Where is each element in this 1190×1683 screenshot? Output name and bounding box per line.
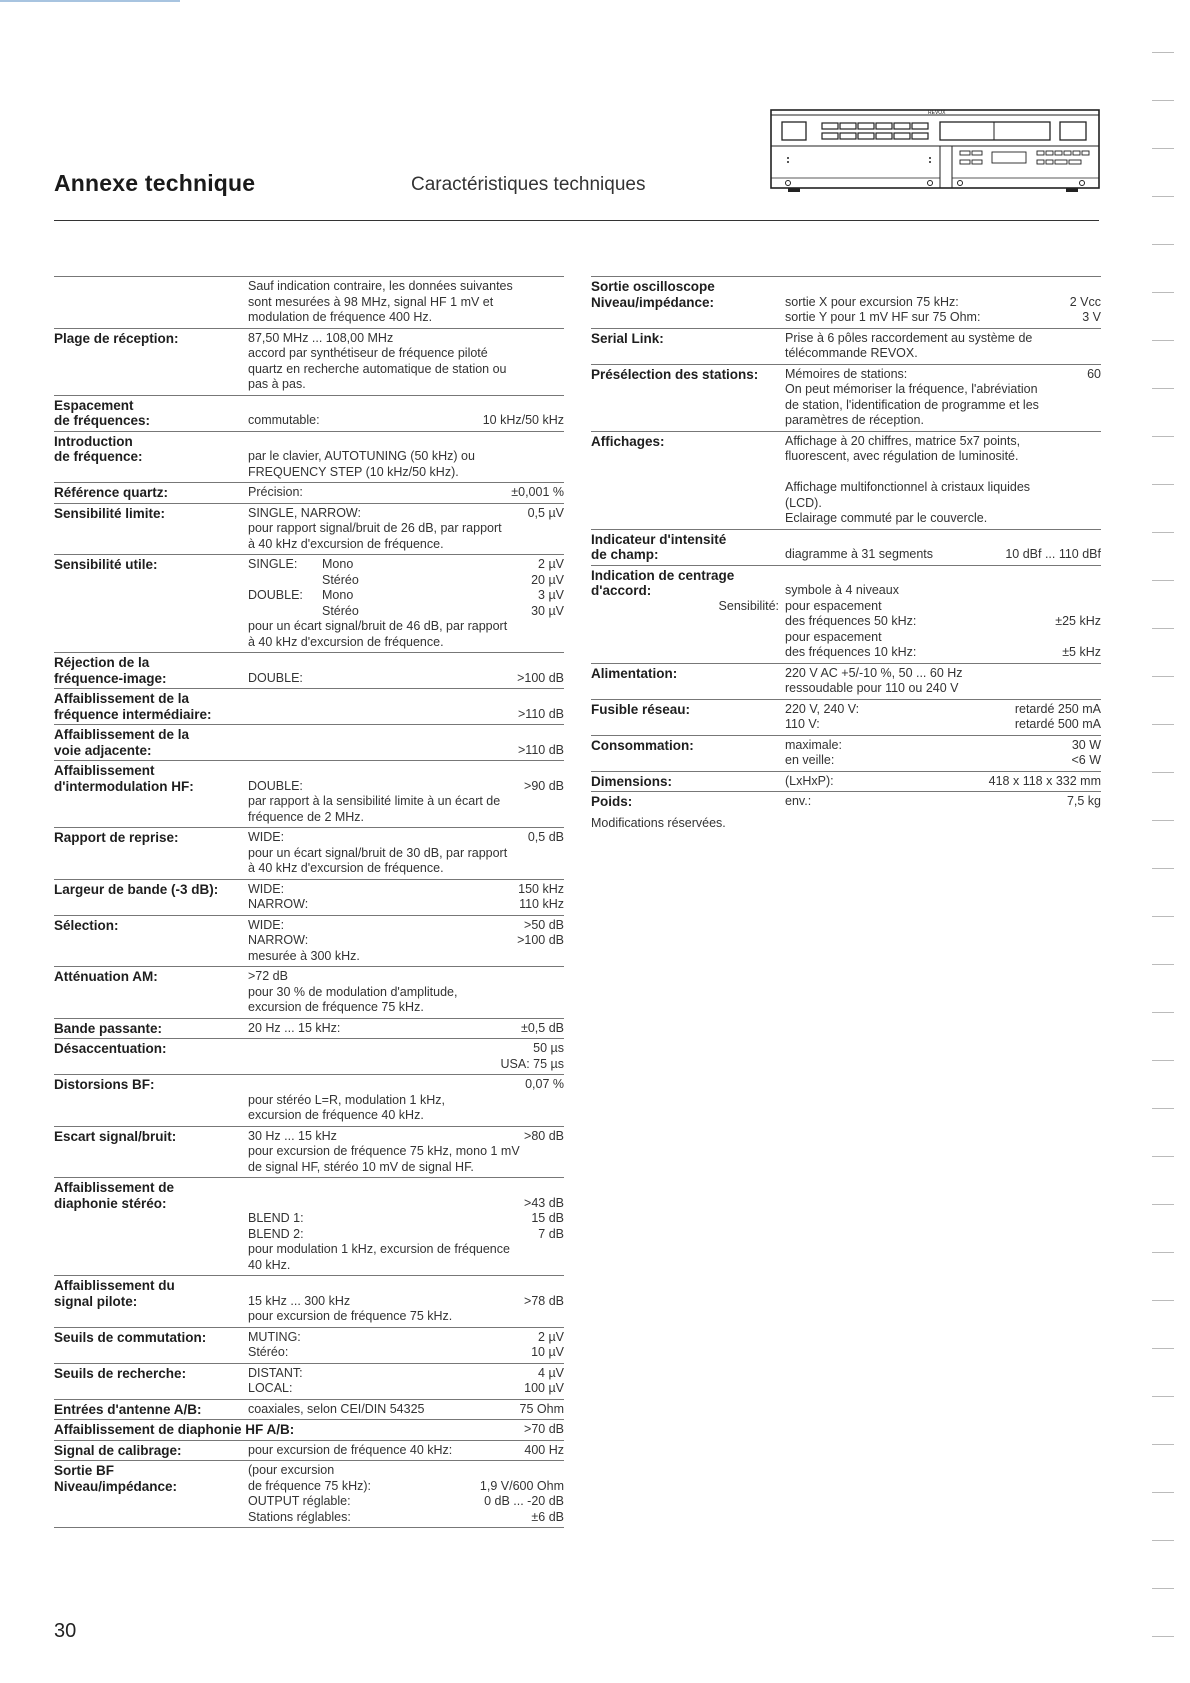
spec-row-aff-im: Affaiblissement d'intermodulation HF: DOUBLE: >90 dB par rapport à la sensibilité limite à un écart de fréquence de 2 MHz. — [54, 760, 564, 827]
spec-row-sortie-bf: Sortie BF Niveau/impédance: (pour excursion de fréquence 75 kHz): 1,9 V/600 Ohm OUTPUT réglable: 0 dB ... -20 dB Stations réglables: ±6 dB — [54, 1460, 564, 1528]
spec-row-sensibilite-limite: Sensibilité limite: SINGLE, NARROW: 0,5 µV pour rapport signal/bruit de 26 dB, par rapport à 40 kHz d'excursion de fréquence. — [54, 503, 564, 555]
spec-row-pilote: Affaiblissement du signal pilote: 15 kHz ... 300 kHz >78 dB pour excursion de fréquence 75 kHz. — [54, 1275, 564, 1327]
spec-row-poids: Poids: env.: 7,5 kg — [591, 791, 1101, 812]
spec-row-dimensions: Dimensions: (LxHxP): 418 x 118 x 332 mm — [591, 771, 1101, 792]
spec-row-centrage: Indication de centrage d'accord: Sensibilité: symbole à 4 niveaux pour espacement des fréquences 50 kHz: ±25 kHz pour espacement des fréquences 10 kHz: ±5 kHz — [591, 565, 1101, 663]
spec-row-commutation: Seuils de commutation: MUTING: 2 µV Stéréo: 10 µV — [54, 1327, 564, 1363]
footnote: Modifications réservées. — [591, 815, 726, 830]
page-subtitle: Caractéristiques techniques — [411, 174, 646, 195]
spec-row-bande: Bande passante: 20 Hz ... 15 kHz: ±0,5 dB — [54, 1018, 564, 1039]
spec-row-quartz: Référence quartz: Précision: ±0,001 % — [54, 482, 564, 503]
page-title: Annexe technique — [54, 170, 256, 196]
spec-row-rejection: Réjection de la fréquence-image: DOUBLE: >100 dB — [54, 652, 564, 688]
spec-row-sensibilite-utile: Sensibilité utile: SINGLE: Mono 2 µV Stéréo 20 µV DOUBLE: Mono 3 µV Stéréo 30 µV pour un écart signal/bruit de 46 dB, par rapport à 40 kHz d'excursion de fréquence. — [54, 554, 564, 652]
spec-row-alimentation: Alimentation: 220 V AC +5/-10 %, 50 ... 60 Hz ressoudable pour 110 ou 240 V — [591, 663, 1101, 699]
page-number: 30 — [54, 1620, 77, 1642]
spec-row-calibrage: Signal de calibrage: pour excursion de fréquence 40 kHz: 400 Hz — [54, 1440, 564, 1461]
top-edge-strip — [0, 0, 180, 2]
spec-row-diaphonie-hf: Affaiblissement de diaphonie HF A/B: >70 dB — [54, 1419, 564, 1440]
spec-row-aff-fi: Affaiblissement de la fréquence intermédiaire: >110 dB — [54, 688, 564, 724]
spec-row-espacement: Espacement de fréquences: commutable: 10 kHz/50 kHz — [54, 395, 564, 431]
spec-row-fusible: Fusible réseau: 220 V, 240 V: retardé 250 mA 110 V: retardé 500 mA — [591, 699, 1101, 735]
spec-row-aff-voie: Affaiblissement de la voie adjacente: >110 dB — [54, 724, 564, 760]
spec-row-reprise: Rapport de reprise: WIDE: 0,5 dB pour un écart signal/bruit de 30 dB, par rapport à 40 kHz d'excursion de fréquence. — [54, 827, 564, 879]
spec-row-largeur: Largeur de bande (-3 dB): WIDE: 150 kHz NARROW: 110 kHz — [54, 879, 564, 915]
left-spec-column — [54, 276, 564, 1528]
spec-row-antenne: Entrées d'antenne A/B: coaxiales, selon CEI/DIN 54325 75 Ohm — [54, 1399, 564, 1420]
brand-label: REVOX — [928, 110, 946, 116]
spec-row-escart: Escart signal/bruit: 30 Hz ... 15 kHz >80 dB pour excursion de fréquence 75 kHz, mono 1 mV de signal HF, stéréo 10 mV de signal HF. — [54, 1126, 564, 1178]
spec-row-plage: Plage de réception: 87,50 MHz ... 108,00 MHz accord par synthétiseur de fréquence piloté quartz en recherche automatique de station ou pas à pas. — [54, 328, 564, 395]
spec-row-intensite: Indicateur d'intensité de champ: diagramme à 31 segments 10 dBf ... 110 dBf — [591, 529, 1101, 565]
spec-row-desaccentuation: Désaccentuation: 50 µs USA: 75 µs — [54, 1038, 564, 1074]
spec-row-oscilloscope: Sortie oscilloscope Niveau/impédance: sortie X pour excursion 75 kHz: 2 Vcc sortie Y pour 1 mV HF sur 75 Ohm: 3 V — [591, 276, 1101, 328]
spec-row-selection: Sélection: WIDE: >50 dB NARROW: >100 dB mesurée à 300 kHz. — [54, 915, 564, 967]
spec-row-affichages: Affichages: Affichage à 20 chiffres, matrice 5x7 points, fluorescent, avec régulation de luminosité. Affichage multifonctionnel à cristaux liquides (LCD). Eclairage commuté par le couvercle. — [591, 431, 1101, 529]
right-spec-column — [591, 276, 1101, 830]
spec-row-introduction: Introduction de fréquence: par le clavier, AUTOTUNING (50 kHz) ou FREQUENCY STEP (10 kHz/50 kHz). — [54, 431, 564, 483]
device-illustration — [770, 108, 1100, 196]
spec-row-intro: Sauf indication contraire, les données suivantes sont mesurées à 98 MHz, signal HF 1 mV et modulation de fréquence 400 Hz. — [54, 276, 564, 328]
spec-row-serial-link: Serial Link: Prise à 6 pôles raccordement au système de télécommande REVOX. — [591, 328, 1101, 364]
spec-row-consommation: Consommation: maximale: 30 W en veille: <6 W — [591, 735, 1101, 771]
spec-row-preselection: Présélection des stations: Mémoires de stations: 60 On peut mémoriser la fréquence, l'abréviation de station, l'identification de programme et les paramètres de réception. — [591, 364, 1101, 431]
header-rule — [54, 220, 1099, 221]
spec-row-diaphonie: Affaiblissement de diaphonie stéréo: >43 dB BLEND 1: 15 dB BLEND 2: 7 dB pour modulation 1 kHz, excursion de fréquence 40 kHz. — [54, 1177, 564, 1275]
spec-row-distorsions: Distorsions BF: 0,07 % pour stéréo L=R, modulation 1 kHz, excursion de fréquence 40 kHz. — [54, 1074, 564, 1126]
spec-row-recherche: Seuils de recherche: DISTANT: 4 µV LOCAL: 100 µV — [54, 1363, 564, 1399]
spec-row-am: Atténuation AM: >72 dB pour 30 % de modulation d'amplitude, excursion de fréquence 75 kHz. — [54, 966, 564, 1018]
